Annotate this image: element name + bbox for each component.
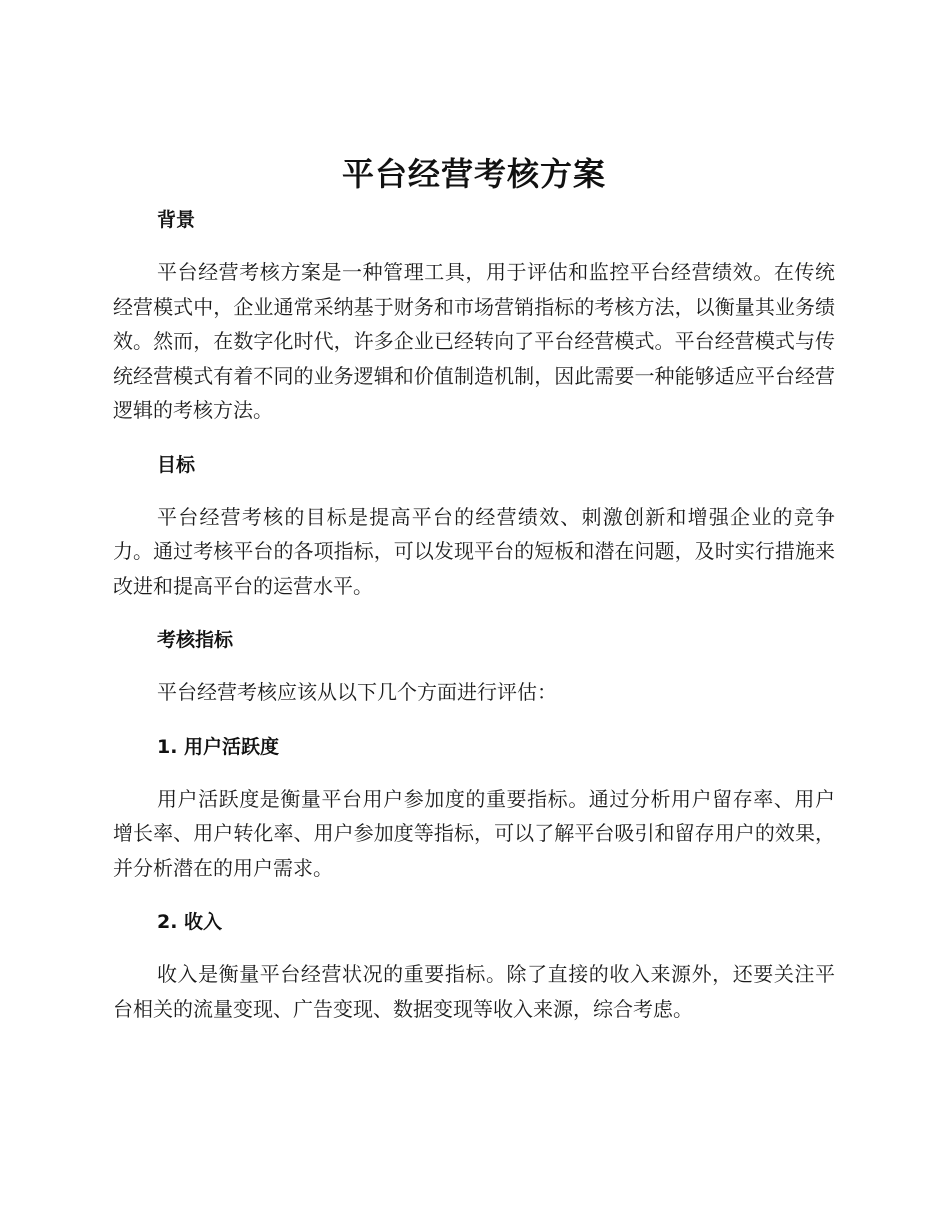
document-title: 平台经营考核方案	[341, 155, 606, 193]
section-heading-user-activity: 1. 用户活跃度	[157, 735, 280, 758]
section-paragraph-revenue: 收入是衡量平台经营状况的重要指标。除了直接的收入来源外，还要关注平台相关的流量变现、广告变现、数据变现等收入来源，综合考虑。	[113, 962, 835, 1021]
section-heading-goal: 目标	[157, 453, 196, 476]
section-heading-indicators: 考核指标	[157, 629, 234, 651]
section-heading-background: 背景	[157, 209, 196, 231]
section-paragraph-background: 平台经营考核方案是一种管理工具，用于评估和监控平台经营绩效。在传统经营模式中，企业通常采纳基于财务和市场营销指标的考核方法，以衡量其业务绩效。然而，在数字化时代，许多企业已经转向了平台经营模式。平台经营模式与传统经营模式有着不同的业务逻辑和价值制造机制，因此需要一种能够适应平台经营逻辑的考核方法。	[113, 260, 835, 422]
section-paragraph-user-activity: 用户活跃度是衡量平台用户参加度的重要指标。通过分析用户留存率、用户增长率、用户转化率、用户参加度等指标，可以了解平台吸引和留存用户的效果，并分析潜在的用户需求。	[113, 786, 835, 880]
section-heading-revenue: 2. 收入	[157, 911, 223, 933]
section-paragraph-goal: 平台经营考核的目标是提高平台的经营绩效、刺激创新和增强企业的竞争力。通过考核平台的各项指标，可以发现平台的短板和潜在问题，及时实行措施来改进和提高平台的运营水平。	[113, 504, 835, 598]
section-paragraph-indicators: 平台经营考核应该从以下几个方面进行评估：	[157, 680, 557, 704]
document-body	[113, 152, 835, 1026]
